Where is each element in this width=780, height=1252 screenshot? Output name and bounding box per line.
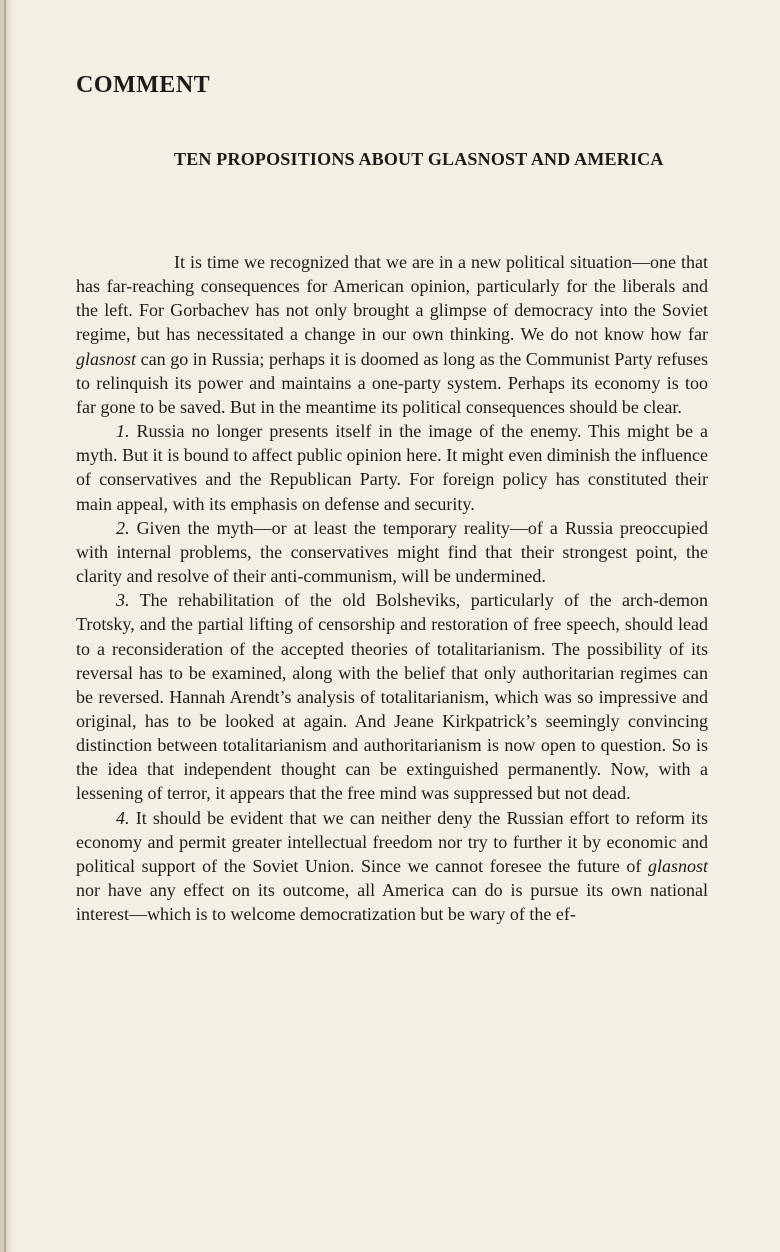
page-gutter-shadow <box>0 0 14 1252</box>
proposition-3 <box>76 588 708 805</box>
article-body <box>76 250 708 926</box>
intro-text-b: can go in Russia; perhaps it is doomed as long as the Communist Party refuses to relinquish its power and maintains a one-party system. Perhaps its economy is too far gone to be saved. But in the meantime its political consequences should be clear. <box>76 348 708 417</box>
intro-text-a: It is time we recognized that we are in a new political situation—one that has far-reaching consequences for American opinion, particularly for the liberals and the left. For Gorbachev has not only brought a glimpse of democracy into the Soviet regime, but has necessitated a change in our own thinking. We do not know how far <box>76 252 708 345</box>
article-title: TEN PROPOSITIONS ABOUT GLASNOST AND AMERICA <box>174 149 664 169</box>
proposition-text-b: nor have any effect on its outcome, all America can do is pursue its own national interest—which is to welcome democratization but be wary of the ef- <box>76 880 708 925</box>
proposition-1 <box>76 419 708 516</box>
proposition-text: The rehabilitation of the old Bolsheviks, particularly of the arch-demon Trotsky, and the partial lifting of censorship and restoration of free speech, should lead to a reconsideration of the accepted theories of totalitarianism. The possibility of its reversal has to be examined, along with the belief that only authoritarian regimes can be reversed. Hannah Arendt’s analysis of totalitarianism, which was so impressive and original, has to be looked at again. And Jeane Kirkpatrick’s seemingly convincing distinction between totalitarianism and authoritarianism is now open to question. So is the idea that independent thought can be extinguished permanently. Now, with a lessening of terror, it appears that the free mind was suppressed but not dead. <box>76 590 708 804</box>
proposition-text-a: It should be evident that we can neither deny the Russian effort to reform its economy and permit greater intellectual freedom nor try to further it by economic and political support of the Soviet Union. Since we cannot foresee the future of <box>76 807 708 876</box>
intro-paragraph <box>76 250 708 419</box>
proposition-text: Russia no longer presents itself in the image of the enemy. This might be a myth. But it is bound to affect public opinion here. It might even diminish the influence of conservatives and the Republican Party. For foreign policy has constituted their main appeal, with its emphasis on defense and security. <box>76 421 709 514</box>
proposition-text: Given the myth—or at least the temporary reality—of a Russia preoccupied with internal problems, the conservatives might find that their strongest point, the clarity and resolve of their anti-communism, will be undermined. <box>76 517 709 587</box>
glasnost-term: glasnost <box>76 348 137 369</box>
proposition-4 <box>76 806 708 927</box>
proposition-number: 3. <box>116 590 130 611</box>
proposition-number: 1. <box>116 421 130 442</box>
proposition-number: 4. <box>116 807 130 828</box>
section-heading: COMMENT <box>76 72 211 98</box>
binding-edge <box>4 0 6 1252</box>
proposition-number: 2. <box>116 517 130 538</box>
glasnost-term: glasnost <box>647 855 708 876</box>
proposition-2 <box>76 516 708 588</box>
